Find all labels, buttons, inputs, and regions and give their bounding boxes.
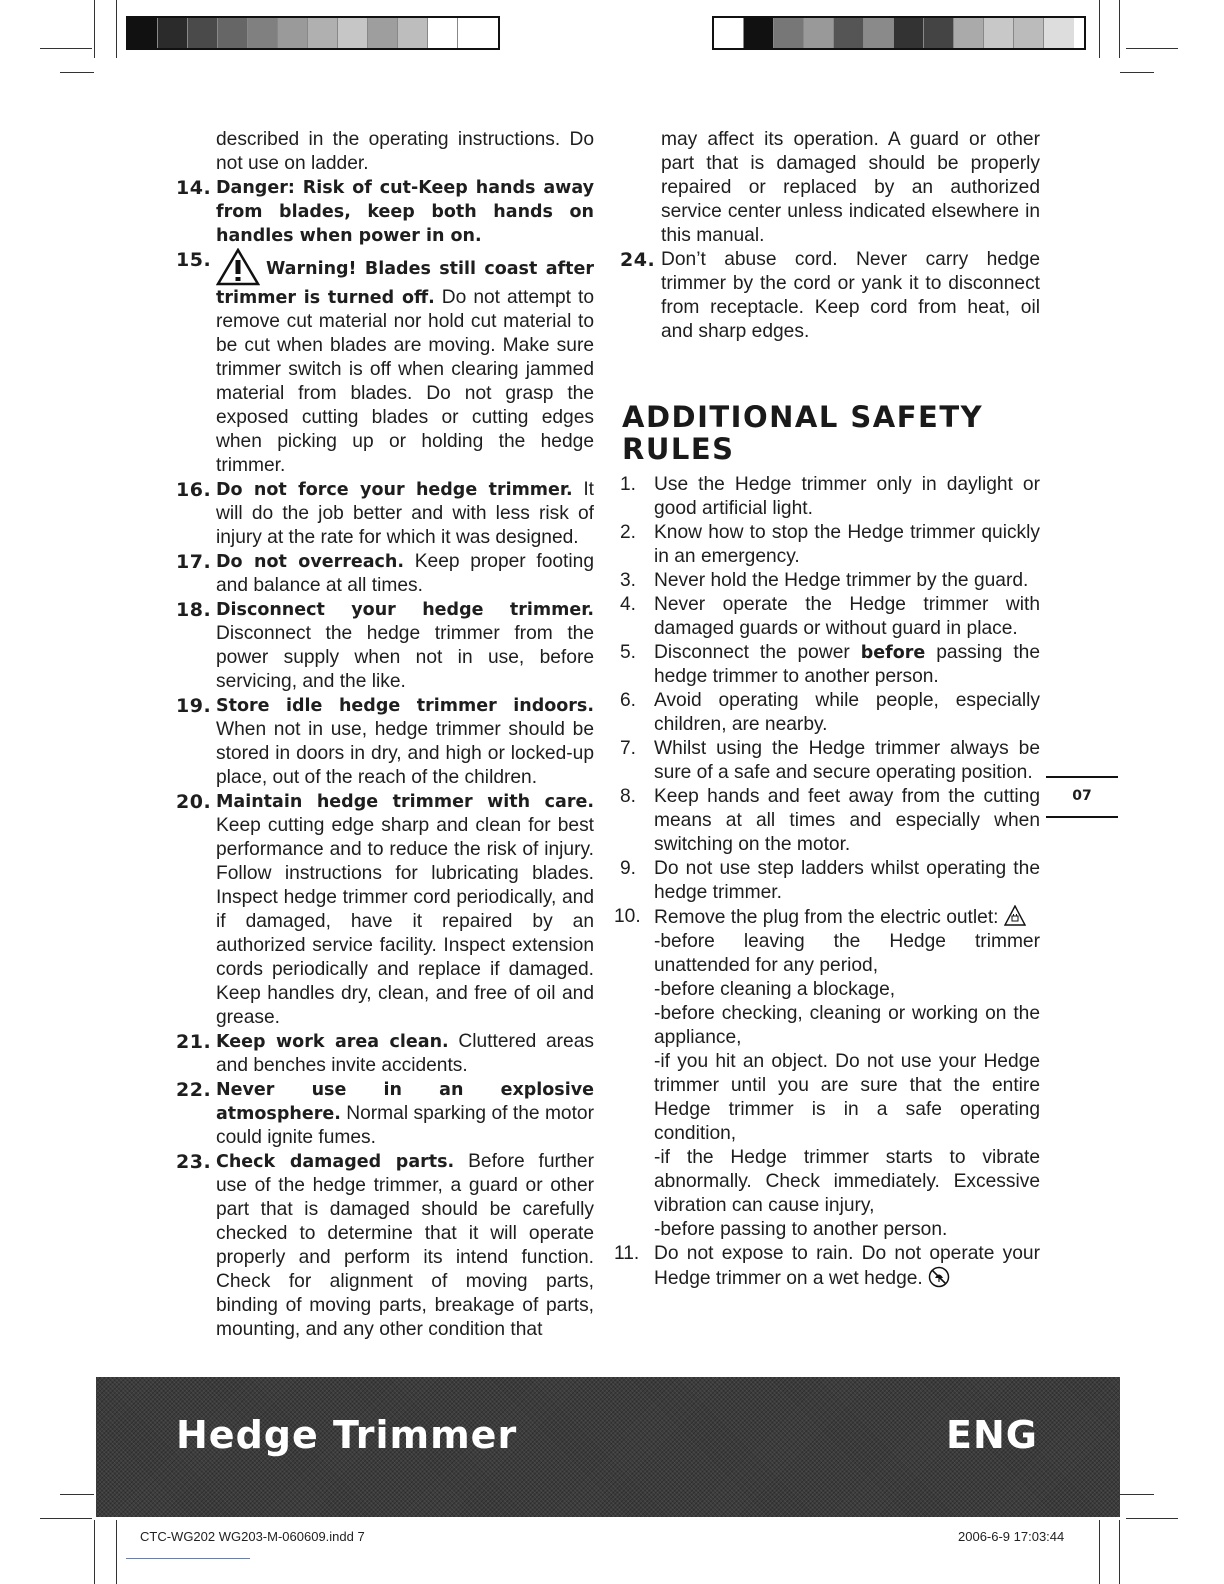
list-item bbox=[612, 905, 1040, 1242]
rule-text: Keep proper footing and balance at all times. bbox=[216, 551, 594, 596]
rule-text: Cluttered areas and benches invite accidents. bbox=[216, 1031, 594, 1076]
color-registration-bar-right bbox=[712, 16, 1086, 50]
rule-number: 24. bbox=[620, 249, 656, 271]
rule-text: Normal sparking of the motor could ignite fumes. bbox=[216, 1103, 594, 1148]
banner-language: ENG bbox=[946, 1413, 1038, 1457]
rule-14 bbox=[160, 176, 594, 248]
rule-21 bbox=[160, 1030, 594, 1078]
rule-number: 17. bbox=[176, 551, 212, 573]
crop-mark bbox=[40, 48, 92, 49]
footer-banner bbox=[96, 1377, 1120, 1517]
rule-number: 14. bbox=[176, 177, 212, 199]
list-item bbox=[612, 641, 1040, 689]
rule-heading: Never use in an explosive atmosphere. bbox=[216, 1080, 594, 1124]
rule-text: Do not attempt to remove cut material nor hold cut material to be cut when blades are moving. Make sure trimmer switch is off when clearing jammed material from blades. Do not grasp the exposed cutting blades or cutting edges when picking up or holding the hedge trimmer. bbox=[216, 287, 594, 476]
intro-paragraph: described in the operating instructions. Do not use on ladder. bbox=[216, 129, 594, 174]
crop-mark bbox=[116, 0, 117, 58]
crop-mark bbox=[94, 0, 95, 58]
unplug-warning-icon bbox=[1004, 905, 1026, 927]
list-text: Never operate the Hedge trimmer with damaged guards or without guard in place. bbox=[654, 594, 1040, 639]
list-item bbox=[612, 593, 1040, 641]
continuation-paragraph: may affect its operation. A guard or other part that is damaged should be properly repaired or replaced by an authorized service center unless indicated elsewhere in this manual. bbox=[661, 129, 1040, 246]
rule-text: It will do the job better and with less risk of injury at the rate for which it was designed. bbox=[216, 479, 594, 548]
list-text: Know how to stop the Hedge trimmer quickly in an emergency. bbox=[654, 522, 1040, 567]
section-title-line: ADDITIONAL SAFETY bbox=[622, 400, 984, 434]
rule-number: 21. bbox=[176, 1031, 212, 1053]
rule-heading: Maintain hedge trimmer with care. bbox=[216, 792, 594, 812]
rule-20 bbox=[160, 790, 594, 1030]
print-slug-file: CTC-WG202 WG203-M-060609.indd 7 bbox=[140, 1529, 365, 1544]
rule-24 bbox=[612, 248, 1040, 344]
rule-heading: Keep work area clean. bbox=[216, 1032, 449, 1052]
rule-18 bbox=[160, 598, 594, 694]
list-number: 10. bbox=[614, 906, 641, 927]
print-slug-date: 2006-6-9 17:03:44 bbox=[958, 1529, 1065, 1544]
rule-text: When not in use, hedge trimmer should be stored in doors in dry, and high or locked-up place, out of the reach of the children. bbox=[216, 719, 594, 788]
list-number: 2. bbox=[620, 522, 637, 543]
list-text: Remove the plug from the electric outlet: bbox=[654, 907, 999, 928]
crop-mark bbox=[1126, 48, 1178, 49]
list-subitem: -if you hit an object. Do not use your Hedge trimmer until you are sure that the entire Hedge trimmer is in a safe operating condition, bbox=[654, 1051, 1040, 1144]
rule-heading: Do not force your hedge trimmer. bbox=[216, 480, 573, 500]
rule-15 bbox=[160, 248, 594, 478]
list-text: Never hold the Hedge trimmer by the guard. bbox=[654, 570, 1029, 591]
list-item bbox=[612, 785, 1040, 857]
section-title-line: RULES bbox=[622, 432, 735, 466]
list-number: 7. bbox=[620, 738, 637, 759]
list-number: 9. bbox=[620, 858, 637, 879]
crop-mark bbox=[1120, 1494, 1154, 1495]
list-number: 5. bbox=[620, 642, 637, 663]
rule-number: 23. bbox=[176, 1151, 212, 1173]
page-number: 07 bbox=[1072, 788, 1092, 804]
rule-23 bbox=[160, 1150, 594, 1342]
list-number: 8. bbox=[620, 786, 637, 807]
rule-text: Keep cutting edge sharp and clean for best performance and to reduce the risk of injury. Follow instructions for lubricating blades. Inspect hedge trimmer cord periodically, and if damaged, have it repaired by an authorized service facility. Inspect extension cords periodically and replace if damaged. Keep handles dry, clean, and free of oil and grease. bbox=[216, 815, 594, 1028]
rule-17 bbox=[160, 550, 594, 598]
page-number-tab bbox=[1046, 776, 1118, 818]
list-text: Do not expose to rain. Do not operate your Hedge trimmer on a wet hedge. bbox=[654, 1243, 1040, 1289]
right-column bbox=[612, 128, 1040, 1291]
list-text: passing the hedge trimmer to another person. bbox=[654, 642, 1040, 687]
rule-16 bbox=[160, 478, 594, 550]
list-subitem: -before passing to another person. bbox=[654, 1219, 948, 1240]
rule-heading: Check damaged parts. bbox=[216, 1152, 455, 1172]
list-text: Avoid operating while people, especially children, are nearby. bbox=[654, 690, 1040, 735]
list-item bbox=[612, 857, 1040, 905]
list-item bbox=[612, 1242, 1040, 1291]
list-number: 11. bbox=[614, 1243, 640, 1264]
list-item bbox=[612, 569, 1040, 593]
crop-mark bbox=[94, 1520, 95, 1584]
rule-number: 22. bbox=[176, 1079, 212, 1101]
rule-text: Don’t abuse cord. Never carry hedge trimmer by the cord or yank it to disconnect from receptacle. Keep cord from heat, oil and sharp edges. bbox=[661, 249, 1040, 342]
crop-mark bbox=[60, 72, 94, 73]
rule-22 bbox=[160, 1078, 594, 1150]
crop-mark bbox=[1126, 1518, 1178, 1519]
rule-heading: Warning! Blades still coast after trimmer is turned off. bbox=[216, 259, 594, 308]
list-text: Do not use step ladders whilst operating the hedge trimmer. bbox=[654, 858, 1040, 903]
color-registration-bar-left bbox=[126, 16, 500, 50]
rule-text: Disconnect the hedge trimmer from the power supply when not in use, before servicing, and the like. bbox=[216, 623, 594, 692]
list-item bbox=[612, 521, 1040, 569]
crop-mark bbox=[1099, 1520, 1100, 1584]
list-number: 1. bbox=[620, 474, 637, 495]
rule-number: 16. bbox=[176, 479, 212, 501]
warning-triangle-icon bbox=[216, 248, 260, 286]
list-item bbox=[612, 737, 1040, 785]
rule-number: 19. bbox=[176, 695, 212, 717]
no-rain-icon bbox=[928, 1266, 950, 1288]
list-number: 4. bbox=[620, 594, 637, 615]
crop-mark bbox=[1120, 72, 1154, 73]
rule-number: 18. bbox=[176, 599, 212, 621]
section-title bbox=[612, 401, 1040, 465]
list-subitem: -before cleaning a blockage, bbox=[654, 979, 896, 1000]
rule-heading: Store idle hedge trimmer indoors. bbox=[216, 696, 594, 716]
rule-heading: Disconnect your hedge trimmer. bbox=[216, 600, 594, 620]
list-number: 3. bbox=[620, 570, 637, 591]
left-column bbox=[160, 128, 594, 1342]
rule-19 bbox=[160, 694, 594, 790]
crop-mark bbox=[1119, 0, 1120, 58]
list-number: 6. bbox=[620, 690, 637, 711]
list-subitem: -before leaving the Hedge trimmer unattended for any period, bbox=[654, 931, 1040, 976]
banner-title: Hedge Trimmer bbox=[176, 1413, 518, 1457]
list-item bbox=[612, 689, 1040, 737]
crop-mark bbox=[1119, 1520, 1120, 1584]
rule-number: 15. bbox=[176, 249, 212, 271]
rule-number: 20. bbox=[176, 791, 212, 813]
list-text: Whilst using the Hedge trimmer always be sure of a safe and secure operating position. bbox=[654, 738, 1040, 783]
slug-underline bbox=[126, 1558, 250, 1559]
list-text-bold: before bbox=[860, 643, 926, 663]
rule-heading: Danger: Risk of cut-Keep hands away from blades, keep both hands on handles when power in on. bbox=[216, 178, 594, 246]
list-subitem: -before checking, cleaning or working on the appliance, bbox=[654, 1003, 1040, 1048]
list-item bbox=[612, 473, 1040, 521]
list-text: Keep hands and feet away from the cutting means at all times and especially when switching on the motor. bbox=[654, 786, 1040, 855]
list-subitem: -if the Hedge trimmer starts to vibrate abnormally. Check immediately. Excessive vibration can cause injury, bbox=[654, 1147, 1040, 1216]
list-text: Use the Hedge trimmer only in daylight or good artificial light. bbox=[654, 474, 1040, 519]
list-text: Disconnect the power bbox=[654, 642, 861, 663]
rule-text: Before further use of the hedge trimmer, a guard or other part that is damaged should be carefully checked to determine that it will operate properly and perform its intend function. Check for alignment of moving parts, binding of moving parts, breakage of parts, mounting, and any other condition that bbox=[216, 1151, 594, 1340]
crop-mark bbox=[40, 1518, 92, 1519]
crop-mark bbox=[60, 1494, 94, 1495]
rule-heading: Do not overreach. bbox=[216, 552, 405, 572]
crop-mark bbox=[116, 1520, 117, 1584]
crop-mark bbox=[1099, 0, 1100, 58]
